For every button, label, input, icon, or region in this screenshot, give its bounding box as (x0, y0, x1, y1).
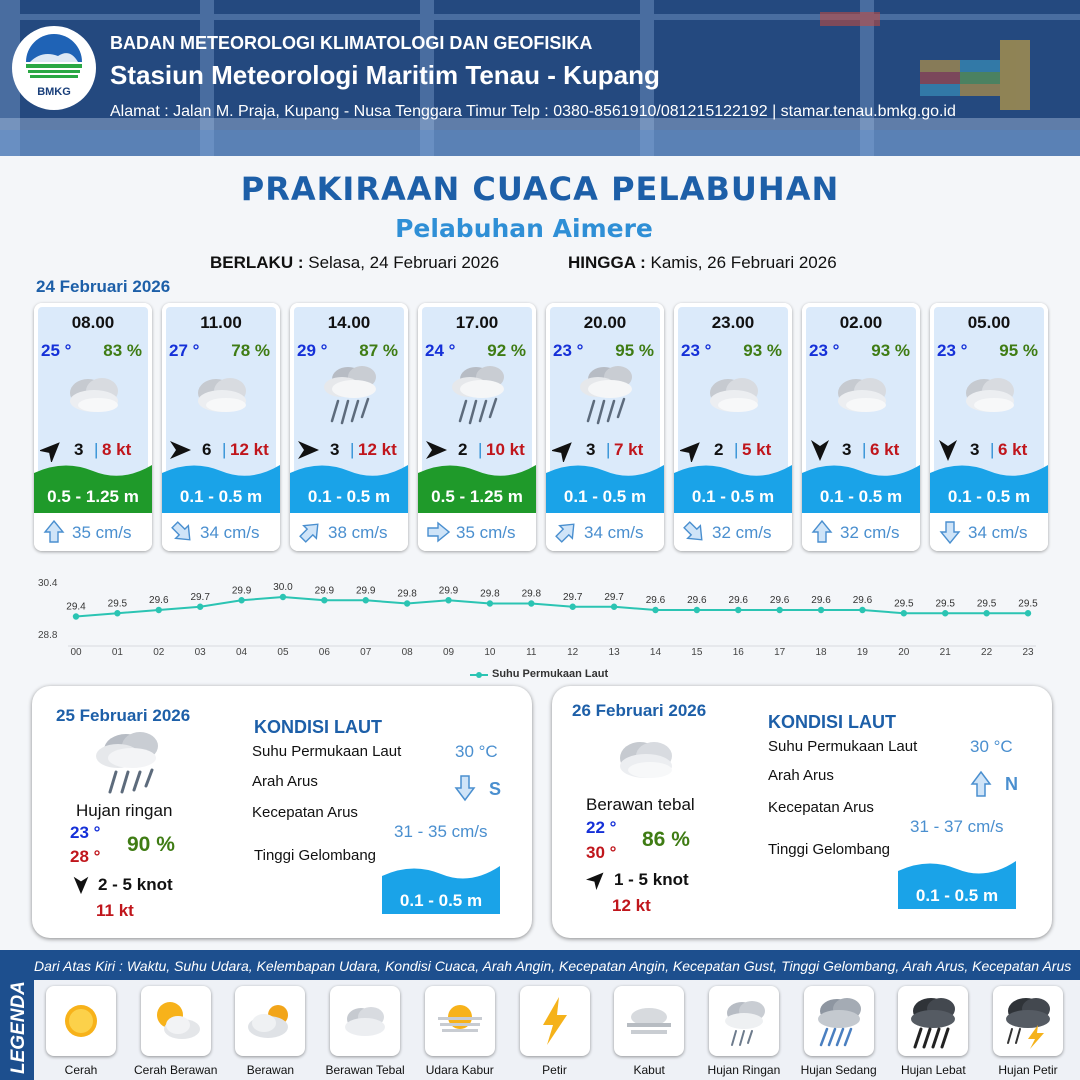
x-tick-label: 07 (360, 647, 372, 658)
sst-data-point (859, 607, 865, 613)
valid-to-label: HINGGA : (568, 253, 646, 272)
day3-current-arrow-icon (970, 770, 992, 798)
sst-data-label: 29.6 (728, 595, 748, 606)
sst-data-label: 30.0 (273, 582, 293, 593)
wave-height: 0.1 - 0.5 m (307, 487, 391, 506)
legend-item-name: Cerah (64, 1063, 98, 1077)
wave-height: 0.1 - 0.5 m (563, 487, 647, 506)
fog-icon (619, 991, 679, 1051)
light-rain-icon (714, 991, 774, 1051)
day3-wave-value: 0.1 - 0.5 m (915, 886, 999, 905)
legend-icon-box (520, 986, 590, 1056)
x-tick-label: 19 (856, 647, 868, 658)
day3-panel (552, 686, 1052, 938)
wind-separator: | (606, 440, 611, 459)
sst-data-label: 29.6 (811, 595, 831, 606)
card-humidity: 93 % (743, 341, 782, 360)
wave-height: 0.1 - 0.5 m (819, 487, 903, 506)
day3-kec-label: Kecepatan Arus (768, 799, 874, 816)
card-humidity: 83 % (103, 341, 142, 360)
sst-data-label: 29.6 (645, 595, 666, 606)
sst-data-label: 29.5 (894, 598, 914, 610)
day2-temp-max: 28 ° (70, 847, 101, 866)
sst-data-point (238, 597, 244, 603)
x-tick-label: 14 (649, 647, 662, 658)
sst-data-point (735, 607, 741, 613)
sst-data-point (776, 607, 782, 613)
day2-current-arrow-icon (454, 774, 476, 802)
wind-separator: | (478, 440, 483, 459)
card-temperature: 23 ° (681, 341, 712, 360)
card-temperature: 23 ° (553, 341, 584, 360)
y-tick-label: 30.4 (38, 578, 58, 589)
wind-direction-icon (808, 438, 832, 462)
legend-item (699, 986, 789, 1077)
thunderstorm-icon (998, 991, 1058, 1051)
y-tick-label: 28.8 (38, 630, 58, 641)
legend-icon-box (898, 986, 968, 1056)
card-current (162, 513, 280, 551)
day3-wind-speed: 1 - 5 knot (614, 870, 689, 889)
wave-height: 0.5 - 1.25 m (431, 487, 523, 506)
current-direction-icon (42, 520, 66, 544)
card-wind (552, 438, 662, 462)
sst-data-point (569, 604, 575, 610)
card-current (418, 513, 536, 551)
wind-direction-icon (168, 438, 192, 462)
legend-item-name: Hujan Sedang (800, 1063, 877, 1077)
legend-item (36, 986, 126, 1077)
wind-direction-icon (680, 438, 704, 462)
x-tick-label: 02 (153, 647, 165, 658)
page-title: PRAKIRAAN CUACA PELABUHAN (240, 170, 840, 208)
haze-icon (430, 991, 490, 1051)
cloudy-icon (822, 361, 902, 431)
card-temperature: 29 ° (297, 341, 328, 360)
wind-separator: | (734, 440, 739, 459)
legend-item-name: Hujan Lebat (900, 1063, 966, 1077)
current-speed: 32 cm/s (712, 523, 772, 542)
legend-item-name: Udara Kabur (425, 1063, 494, 1077)
card-current (546, 513, 664, 551)
wind-direction-icon (552, 438, 576, 462)
x-tick-label: 01 (111, 647, 123, 658)
bmkg-logo (12, 26, 96, 110)
x-tick-label: 16 (732, 647, 744, 658)
wind-speed: 3 (842, 440, 852, 459)
current-direction-icon (426, 520, 450, 544)
sst-data-label: 29.8 (397, 588, 417, 600)
wind-gust: 10 kt (486, 440, 525, 459)
day2-panel (32, 686, 532, 938)
forecast-card (802, 303, 920, 551)
x-tick-label: 03 (194, 647, 206, 658)
x-tick-label: 06 (318, 647, 330, 658)
day3-condition: Berawan tebal (586, 795, 695, 814)
valid-from-value: Selasa, 24 Februari 2026 (308, 253, 500, 272)
sst-data-point (942, 610, 948, 616)
current-speed: 34 cm/s (200, 523, 260, 542)
day3-arus-dir: N (1005, 774, 1018, 794)
day2-condition: Hujan ringan (76, 801, 173, 820)
sst-data-label: 29.5 (976, 598, 997, 610)
card-time: 05.00 (967, 313, 1011, 332)
legend-item (131, 986, 221, 1077)
wind-separator: | (94, 440, 99, 459)
sst-data-point (404, 600, 410, 606)
wave-height: 0.1 - 0.5 m (691, 487, 775, 506)
wind-speed: 3 (586, 440, 596, 459)
day3-kec-value: 31 - 37 cm/s (910, 817, 1004, 836)
cloudy-icon (694, 361, 774, 431)
legend-icon-box (330, 986, 400, 1056)
sst-data-label: 29.6 (769, 595, 790, 606)
valid-from (210, 253, 499, 273)
cloudy-icon (182, 361, 262, 431)
forecast-card (674, 303, 792, 551)
address-line: Alamat : Jalan M. Praja, Kupang - Nusa Tenggara Timur Telp : 0380-8561910/081215122192 | stamar.tenau.bmkg.go.id (110, 103, 956, 120)
light-rain-icon (566, 361, 646, 431)
card-humidity: 87 % (359, 341, 398, 360)
card-wind (936, 438, 1046, 462)
wind-gust: 7 kt (614, 440, 644, 459)
legend-item (415, 986, 505, 1077)
legend-item (888, 986, 978, 1077)
card-current (34, 513, 152, 551)
sst-data-point (611, 604, 617, 610)
wind-separator: | (222, 440, 227, 459)
card-current (930, 513, 1048, 551)
legend-item (604, 986, 694, 1077)
sst-data-point (197, 604, 203, 610)
legend-line-marker (470, 670, 488, 678)
sst-data-label: 29.6 (149, 595, 169, 606)
legend-series-name: Suhu Permukaan Laut (492, 668, 609, 680)
card-time: 23.00 (711, 313, 755, 332)
day2-sst-value: 30 °C (455, 742, 498, 761)
sst-data-point (652, 607, 658, 613)
legend-item-name: Petir (542, 1063, 567, 1077)
legend-description: Dari Atas Kiri : Waktu, Suhu Udara, Kelembapan Udara, Kondisi Cuaca, Arah Angin, Kecepatan Angin, Kecepatan Gust, Tinggi Gelombang, Arah Arus, Kecepatan Arus (34, 958, 1072, 974)
card-humidity: 92 % (487, 341, 526, 360)
legend-item-name: Cerah Berawan (133, 1063, 218, 1077)
sun-icon (51, 991, 111, 1051)
current-direction-icon (170, 520, 194, 544)
sst-data-point (114, 610, 120, 616)
wind-speed: 2 (458, 440, 468, 459)
day3-date: 26 Februari 2026 (572, 701, 707, 720)
sst-data-point (528, 600, 534, 606)
sst-data-label: 29.7 (604, 591, 624, 603)
legend-icon-box (614, 986, 684, 1056)
day3-temp-max: 30 ° (586, 843, 617, 862)
sst-data-point (901, 610, 907, 616)
card-humidity: 95 % (615, 341, 654, 360)
wind-speed: 3 (74, 440, 84, 459)
day2-gust: 11 kt (96, 901, 134, 920)
card-time: 14.00 (327, 313, 371, 332)
card-wind (680, 438, 790, 462)
card-wind (296, 438, 406, 462)
sst-data-point (321, 597, 327, 603)
wind-direction-icon (936, 438, 960, 462)
sun-cloud-icon (146, 991, 206, 1051)
current-direction-icon (682, 520, 706, 544)
light-rain-icon (90, 726, 170, 800)
moderate-rain-icon (809, 991, 869, 1051)
port-name: Pelabuhan Aimere (395, 214, 653, 243)
card-current (674, 513, 792, 551)
forecast-card (546, 303, 664, 551)
x-tick-label: 04 (236, 647, 248, 658)
card-current (802, 513, 920, 551)
day2-kondisi-heading: KONDISI LAUT (254, 717, 382, 737)
sst-data-label: 29.5 (1018, 598, 1038, 610)
legend-item (225, 986, 315, 1077)
sst-data-point (73, 613, 79, 619)
sst-data-point (445, 597, 451, 603)
legend-icon-box (993, 986, 1063, 1056)
sst-data-point (487, 600, 493, 606)
wave-height: 0.1 - 0.5 m (179, 487, 263, 506)
x-tick-label: 12 (567, 647, 579, 658)
day3-humidity: 86 % (642, 828, 690, 851)
x-tick-label: 23 (1022, 647, 1034, 658)
day2-date: 25 Februari 2026 (56, 706, 191, 725)
legend-item (510, 986, 600, 1077)
x-tick-label: 17 (774, 647, 786, 658)
day2-arus-label: Arah Arus (252, 773, 318, 790)
chart-legend (470, 668, 608, 680)
card-time: 17.00 (455, 313, 499, 332)
sst-data-point (818, 607, 824, 613)
overcast-icon (606, 726, 686, 800)
sst-data-point (694, 607, 700, 613)
wind-direction-icon (424, 438, 448, 462)
legend-bar (0, 950, 1080, 1080)
sst-data-label: 29.9 (314, 585, 335, 597)
valid-to (568, 253, 837, 273)
day2-wave-value: 0.1 - 0.5 m (399, 891, 483, 910)
card-wind (40, 438, 150, 462)
wind-speed: 3 (330, 440, 340, 459)
overcast-icon (335, 991, 395, 1051)
wind-gust: 12 kt (358, 440, 397, 459)
card-time: 11.00 (200, 313, 242, 332)
wind-separator: | (862, 440, 867, 459)
partly-cloudy-icon (240, 991, 300, 1051)
sst-data-label: 29.9 (438, 585, 459, 597)
x-tick-label: 09 (442, 647, 455, 658)
sst-data-label: 29.6 (687, 595, 707, 606)
current-direction-icon (554, 520, 578, 544)
legend-icon-box (46, 986, 116, 1056)
card-wind (168, 438, 278, 462)
card-temperature: 23 ° (937, 341, 968, 360)
wind-separator: | (990, 440, 995, 459)
current-direction-icon (298, 520, 322, 544)
wind-speed: 6 (202, 440, 212, 459)
forecast-card (290, 303, 408, 551)
cloudy-icon (950, 361, 1030, 431)
legend-item (983, 986, 1073, 1077)
day3-arus-label: Arah Arus (768, 767, 834, 784)
card-current (290, 513, 408, 551)
sst-data-label: 29.7 (562, 591, 583, 603)
legend-vertical-label (2, 960, 32, 1080)
day3-gust: 12 kt (612, 896, 651, 915)
sst-data-point (1025, 610, 1031, 616)
forecast-card (34, 303, 152, 551)
card-temperature: 23 ° (809, 341, 840, 360)
legend-icon-box (709, 986, 779, 1056)
day2-sst-label: Suhu Permukaan Laut (252, 743, 402, 760)
wind-gust: 12 kt (230, 440, 269, 459)
cloudy-icon (54, 361, 134, 431)
sst-data-label: 29.4 (66, 601, 86, 613)
x-tick-label: 00 (70, 647, 82, 658)
day3-sst-label: Suhu Permukaan Laut (768, 738, 918, 755)
day2-temp-min: 23 ° (70, 823, 101, 842)
org-name: BADAN METEOROLOGI KLIMATOLOGI DAN GEOFISIKA (110, 33, 593, 53)
current-direction-icon (810, 520, 834, 544)
current-speed: 35 cm/s (72, 523, 132, 542)
card-temperature: 25 ° (41, 341, 72, 360)
wind-speed: 2 (714, 440, 724, 459)
day2-humidity: 90 % (127, 833, 175, 856)
hourly-forecast (34, 303, 1054, 551)
legend-item (320, 986, 410, 1077)
wave-height: 0.1 - 0.5 m (947, 487, 1031, 506)
legend-item-name: Berawan Tebal (325, 1063, 405, 1077)
day3-sst-value: 30 °C (970, 737, 1013, 756)
day2-kec-label: Kecepatan Arus (252, 804, 358, 821)
current-speed: 34 cm/s (968, 523, 1028, 542)
day2-kec-value: 31 - 35 cm/s (394, 822, 488, 841)
sst-data-point (983, 610, 989, 616)
day3-wind-direction-icon (586, 868, 608, 890)
current-speed: 34 cm/s (584, 523, 644, 542)
card-time: 02.00 (839, 313, 883, 332)
forecast-card (418, 303, 536, 551)
x-tick-label: 05 (277, 647, 289, 658)
legend-item-name: Hujan Ringan (707, 1063, 781, 1077)
legend-icons (34, 980, 1080, 1080)
current-speed: 32 cm/s (840, 523, 900, 542)
card-time: 20.00 (583, 313, 627, 332)
current-speed: 38 cm/s (328, 523, 388, 542)
day2-wind-direction-icon (70, 874, 92, 896)
day3-tg-label: Tinggi Gelombang (768, 841, 891, 858)
logo-text: BMKG (37, 86, 71, 98)
x-tick-label: 21 (939, 647, 951, 658)
valid-from-label: BERLAKU : (210, 253, 304, 272)
day3-kondisi-heading: KONDISI LAUT (768, 712, 896, 732)
forecast-card (162, 303, 280, 551)
day2-tg-label: Tinggi Gelombang (254, 847, 377, 864)
day3-temp-min: 22 ° (586, 818, 617, 837)
light-rain-icon (438, 361, 518, 431)
sst-data-point (280, 594, 286, 600)
wind-gust: 5 kt (742, 440, 772, 459)
lightning-icon (525, 991, 585, 1051)
legend-item-name: Hujan Petir (998, 1063, 1058, 1077)
x-tick-label: 22 (981, 647, 993, 658)
wind-gust: 6 kt (998, 440, 1028, 459)
card-wind (424, 438, 534, 462)
legend-item-name: Kabut (633, 1063, 665, 1077)
legend-icon-box (235, 986, 305, 1056)
x-tick-label: 08 (401, 647, 413, 658)
sst-data-label: 29.5 (107, 598, 128, 610)
card-humidity: 95 % (999, 341, 1038, 360)
card-humidity: 93 % (871, 341, 910, 360)
current-direction-icon (938, 520, 962, 544)
legend-icon-box (141, 986, 211, 1056)
sst-series-line (76, 597, 1028, 617)
day1-date: 24 Februari 2026 (36, 277, 171, 296)
day2-arus-dir: S (489, 779, 502, 799)
x-tick-label: 15 (691, 647, 703, 658)
svg-text:LEGENDA: LEGENDA (8, 981, 29, 1074)
wind-direction-icon (296, 438, 320, 462)
sst-data-label: 29.8 (521, 588, 542, 600)
valid-to-value: Kamis, 26 Februari 2026 (650, 253, 837, 272)
station-name: Stasiun Meteorologi Maritim Tenau - Kupang (110, 60, 660, 90)
sst-data-label: 29.8 (480, 588, 500, 600)
sst-data-label: 29.6 (852, 595, 873, 606)
day2-wind-speed: 2 - 5 knot (98, 875, 173, 894)
x-tick-label: 18 (815, 647, 827, 658)
forecast-card (930, 303, 1048, 551)
card-humidity: 78 % (231, 341, 270, 360)
sst-data-label: 29.5 (935, 598, 955, 610)
legend-icon-box (804, 986, 874, 1056)
card-wind (808, 438, 918, 462)
sst-data-point (156, 607, 162, 613)
sst-data-point (363, 597, 369, 603)
x-tick-label: 13 (608, 647, 620, 658)
sst-data-label: 29.9 (231, 585, 252, 597)
current-speed: 35 cm/s (456, 523, 516, 542)
wave-height: 0.5 - 1.25 m (47, 487, 139, 506)
wind-gust: 6 kt (870, 440, 900, 459)
wind-separator: | (350, 440, 355, 459)
card-temperature: 27 ° (169, 341, 200, 360)
legend-item (794, 986, 884, 1077)
wind-gust: 8 kt (102, 440, 132, 459)
sst-data-label: 29.7 (190, 591, 210, 603)
wind-direction-icon (40, 438, 64, 462)
x-tick-label: 10 (484, 647, 496, 658)
light-rain-icon (310, 361, 390, 431)
header-banner (0, 0, 1080, 156)
legend-icon-box (425, 986, 495, 1056)
heavy-rain-icon (903, 991, 963, 1051)
wind-speed: 3 (970, 440, 980, 459)
legend-item-name: Berawan (246, 1063, 295, 1077)
sst-data-label: 29.9 (356, 585, 376, 597)
x-tick-label: 20 (898, 647, 910, 658)
x-tick-label: 11 (526, 647, 537, 658)
card-time: 08.00 (71, 313, 115, 332)
card-temperature: 24 ° (425, 341, 456, 360)
